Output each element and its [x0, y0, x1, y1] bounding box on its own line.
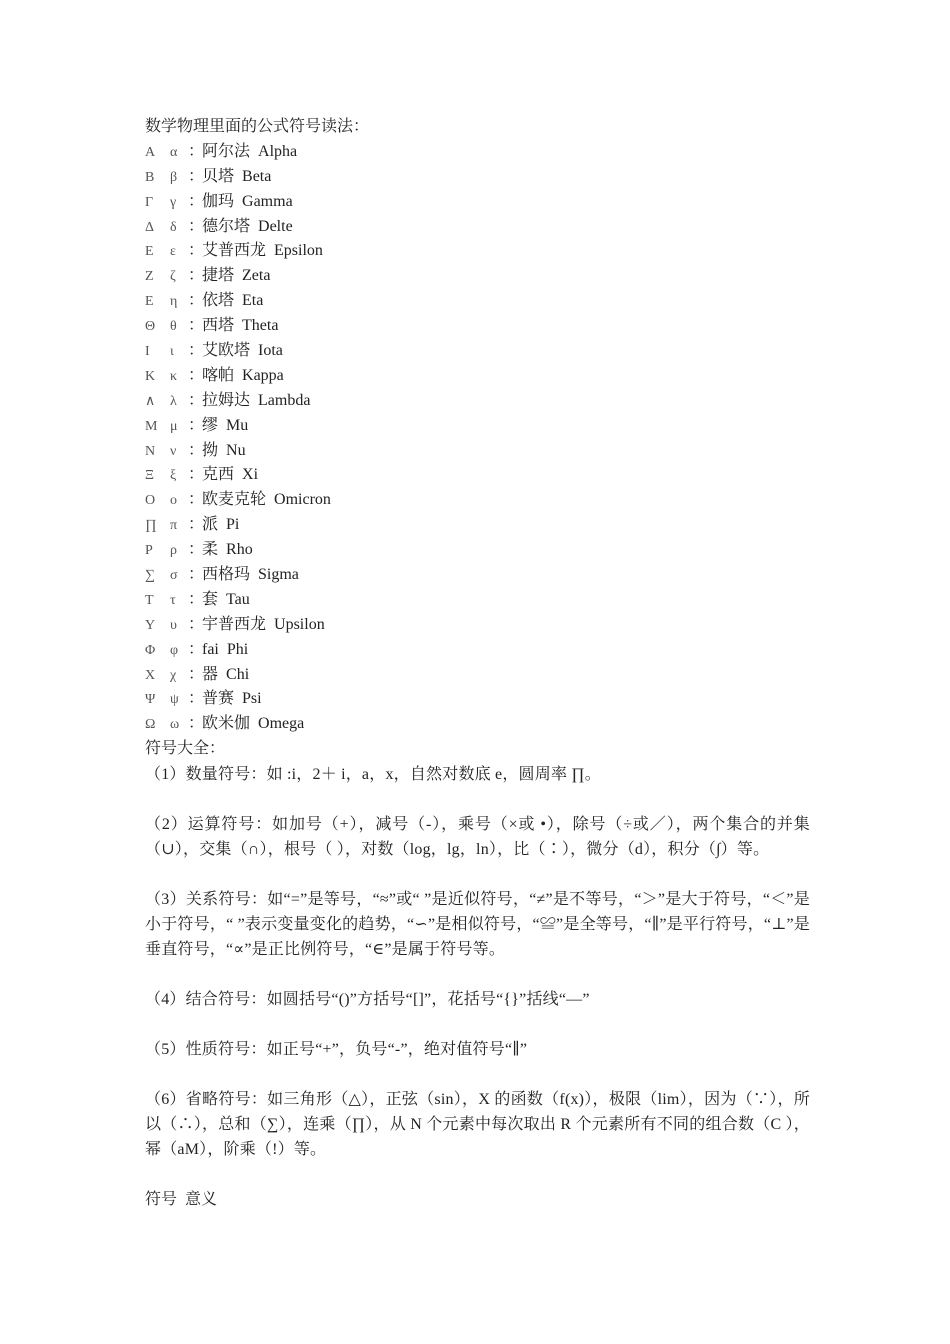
- paragraph-relation-symbols: （3）关系符号：如“=”是等号，“≈”或“ ”是近似符号，“≠”是不等号，“＞”是大于符号，“＜”是小于符号，“ ”表示变量变化的趋势，“∽”是相似符号，“≌”是全等号，“∥”是平行符号，“⊥”是垂直符号，“∝”是正比例符号，“∈”是属于符号等。: [145, 891, 810, 959]
- column-symbol-label: 符号: [145, 1191, 178, 1209]
- greek-lowercase: ζ: [170, 269, 176, 285]
- greek-lowercase: π: [170, 518, 178, 534]
- english-name: Chi: [226, 665, 250, 683]
- english-name: Gamma: [242, 192, 293, 210]
- separator-colon: ：: [188, 267, 205, 285]
- greek-uppercase: Ρ: [145, 543, 153, 559]
- greek-lowercase: τ: [170, 592, 176, 608]
- separator-colon: ：: [188, 541, 205, 559]
- paragraph-grouping-symbols: （4）结合符号：如圆括号“()”方括号“[]”，花括号“{}”括线“—”: [145, 991, 590, 1009]
- greek-letter-row: [145, 264, 810, 289]
- greek-lowercase: λ: [170, 393, 177, 409]
- english-name: Rho: [226, 541, 253, 559]
- greek-uppercase: Β: [145, 169, 155, 185]
- chinese-reading: 派: [202, 516, 219, 534]
- separator-colon: ：: [188, 217, 205, 235]
- separator-colon: ：: [188, 640, 205, 658]
- greek-letter-row: [145, 165, 810, 190]
- greek-letter-row: [145, 588, 810, 613]
- separator-colon: ：: [188, 391, 205, 409]
- greek-letter-row: [145, 364, 810, 389]
- separator-colon: ：: [188, 690, 205, 708]
- english-name: Alpha: [258, 142, 298, 160]
- separator-colon: ：: [188, 441, 205, 459]
- greek-lowercase: σ: [170, 568, 178, 584]
- separator-colon: ：: [188, 342, 205, 360]
- chinese-reading: 捷塔: [202, 267, 235, 285]
- greek-letter-row: [145, 339, 810, 364]
- paragraph-operation-symbols: （2）运算符号：如加号（+），减号（-），乘号（×或 •），除号（÷或／），两个集合的并集（∪），交集（∩），根号（ ），对数（log，lg，ln），比（∶），微分（d），积分（∫）等。: [145, 816, 810, 859]
- separator-colon: ：: [188, 491, 205, 509]
- english-name: Mu: [226, 416, 249, 434]
- greek-uppercase: Θ: [145, 319, 156, 335]
- greek-uppercase: Ι: [145, 344, 150, 360]
- column-meaning-label: 意义: [185, 1191, 218, 1209]
- english-name: Epsilon: [274, 242, 323, 260]
- paragraph-abbreviation-symbols: （6）省略符号：如三角形（△），正弦（sin），X 的函数（f(x)），极限（lim），因为（∵），所以（∴），总和（∑），连乘（∏），从 N 个元素中每次取出 R 个元素所有不同的组合数（C ），幂（aM），阶乘（!）等。: [145, 1091, 810, 1159]
- greek-lowercase: θ: [170, 319, 177, 335]
- chinese-reading: 欧麦克轮: [202, 491, 267, 509]
- greek-lowercase: ο: [170, 493, 177, 509]
- greek-letter-row: [145, 563, 810, 588]
- greek-uppercase: Ο: [145, 493, 156, 509]
- paragraph-property-symbols: （5）性质符号：如正号“+”，负号“-”，绝对值符号“∥”: [145, 1041, 528, 1059]
- greek-lowercase: ω: [170, 717, 180, 733]
- greek-uppercase: Ψ: [145, 692, 156, 708]
- greek-letter-row: [145, 215, 810, 240]
- greek-uppercase: Γ: [145, 194, 154, 210]
- greek-letter-row: [145, 613, 810, 638]
- greek-lowercase: ν: [170, 443, 177, 459]
- greek-uppercase: Ζ: [145, 269, 154, 285]
- greek-letter-row: [145, 439, 810, 464]
- greek-uppercase: ∑: [145, 568, 155, 584]
- section-heading: 符号大全：: [145, 740, 226, 758]
- greek-letter-row: [145, 414, 810, 439]
- chinese-reading: fai: [202, 640, 219, 658]
- greek-lowercase: μ: [170, 418, 178, 434]
- greek-letter-row: [145, 488, 810, 513]
- chinese-reading: 伽玛: [202, 192, 235, 210]
- greek-lowercase: κ: [170, 368, 178, 384]
- document-page: [145, 115, 810, 1212]
- separator-colon: ：: [188, 715, 205, 733]
- separator-colon: ：: [188, 192, 205, 210]
- greek-letter-row: [145, 190, 810, 215]
- separator-colon: ：: [188, 317, 205, 335]
- greek-lowercase: β: [170, 169, 178, 185]
- english-name: Sigma: [258, 566, 299, 584]
- greek-uppercase: Τ: [145, 592, 154, 608]
- chinese-reading: 欧米伽: [202, 715, 251, 733]
- greek-letter-row: [145, 513, 810, 538]
- greek-lowercase: γ: [170, 194, 177, 210]
- chinese-reading: 克西: [202, 466, 235, 484]
- symbol-paragraphs: [145, 762, 810, 1162]
- chinese-reading: 依塔: [202, 292, 235, 310]
- greek-letter-row: [145, 289, 810, 314]
- greek-uppercase: Ξ: [145, 468, 155, 484]
- english-name: Nu: [226, 441, 246, 459]
- english-name: Eta: [242, 292, 264, 310]
- greek-uppercase: Ω: [145, 717, 156, 733]
- greek-letter-row: [145, 140, 810, 165]
- chinese-reading: 套: [202, 590, 219, 608]
- greek-lowercase: ξ: [170, 468, 177, 484]
- separator-colon: ：: [188, 566, 205, 584]
- chinese-reading: 宇普西龙: [202, 615, 267, 633]
- greek-lowercase: ι: [170, 344, 174, 360]
- greek-lowercase: ρ: [170, 543, 177, 559]
- greek-uppercase: Υ: [145, 617, 156, 633]
- greek-lowercase: δ: [170, 219, 177, 235]
- english-name: Theta: [242, 317, 279, 335]
- english-name: Lambda: [258, 391, 311, 409]
- chinese-reading: 贝塔: [202, 167, 235, 185]
- chinese-reading: 喀帕: [202, 366, 235, 384]
- separator-colon: ：: [188, 366, 205, 384]
- greek-letter-row: [145, 239, 810, 264]
- chinese-reading: 艾普西龙: [202, 242, 267, 260]
- greek-letter-row: [145, 314, 810, 339]
- chinese-reading: 普赛: [202, 690, 235, 708]
- greek-uppercase: Φ: [145, 642, 156, 658]
- separator-colon: ：: [188, 665, 205, 683]
- greek-uppercase: Κ: [145, 368, 156, 384]
- page-title: 数学物理里面的公式符号读法：: [145, 118, 370, 135]
- chinese-reading: 缪: [202, 416, 219, 434]
- separator-colon: ：: [188, 416, 205, 434]
- greek-uppercase: Ε: [145, 294, 154, 310]
- greek-lowercase: χ: [170, 667, 177, 683]
- greek-uppercase: ∏: [145, 518, 157, 534]
- english-name: Tau: [226, 590, 250, 608]
- english-name: Kappa: [242, 366, 284, 384]
- chinese-reading: 西格玛: [202, 566, 251, 584]
- separator-colon: ：: [188, 466, 205, 484]
- table-header-line: [145, 1187, 810, 1212]
- chinese-reading: 阿尔法: [202, 142, 251, 160]
- chinese-reading: 柔: [202, 541, 219, 559]
- english-name: Upsilon: [274, 615, 325, 633]
- greek-uppercase: ∧: [145, 393, 156, 409]
- greek-letter-row: [145, 638, 810, 663]
- chinese-reading: 拗: [202, 441, 219, 459]
- greek-letter-row: [145, 687, 810, 712]
- english-name: Psi: [242, 690, 262, 708]
- greek-lowercase: η: [170, 294, 178, 310]
- chinese-reading: 拉姆达: [202, 391, 251, 409]
- separator-colon: ：: [188, 242, 205, 260]
- greek-letter-row: [145, 389, 810, 414]
- chinese-reading: 德尔塔: [202, 217, 251, 235]
- greek-letter-row: [145, 712, 810, 737]
- greek-lowercase: α: [170, 144, 178, 160]
- greek-lowercase: ε: [170, 244, 176, 260]
- greek-uppercase: Ε: [145, 244, 154, 260]
- greek-letter-row: [145, 463, 810, 488]
- chinese-reading: 器: [202, 665, 219, 683]
- separator-colon: ：: [188, 292, 205, 310]
- english-name: Omega: [258, 715, 305, 733]
- greek-letter-row: [145, 663, 810, 688]
- english-name: Zeta: [242, 267, 271, 285]
- english-name: Pi: [226, 516, 240, 534]
- paragraph-quantity-symbols: （1）数量符号：如 :i，2＋ i，a，x，自然对数底 e，圆周率 ∏。: [145, 766, 601, 784]
- english-name: Delte: [258, 217, 293, 235]
- greek-lowercase: φ: [170, 642, 179, 658]
- greek-lowercase: ψ: [170, 692, 179, 708]
- english-name: Omicron: [274, 491, 331, 509]
- greek-letter-row: [145, 538, 810, 563]
- separator-colon: ：: [188, 167, 205, 185]
- english-name: Xi: [242, 466, 259, 484]
- separator-colon: ：: [188, 516, 205, 534]
- separator-colon: ：: [188, 142, 205, 160]
- greek-uppercase: Χ: [145, 667, 156, 683]
- english-name: Phi: [226, 640, 249, 658]
- greek-uppercase: Ν: [145, 443, 156, 459]
- separator-colon: ：: [188, 615, 205, 633]
- chinese-reading: 艾欧塔: [202, 342, 251, 360]
- english-name: Iota: [258, 342, 283, 360]
- greek-alphabet-list: [145, 140, 810, 737]
- english-name: Beta: [242, 167, 272, 185]
- greek-uppercase: Μ: [145, 418, 158, 434]
- separator-colon: ：: [188, 590, 205, 608]
- greek-lowercase: υ: [170, 617, 177, 633]
- greek-uppercase: Α: [145, 144, 156, 160]
- greek-uppercase: Δ: [145, 219, 155, 235]
- chinese-reading: 西塔: [202, 317, 235, 335]
